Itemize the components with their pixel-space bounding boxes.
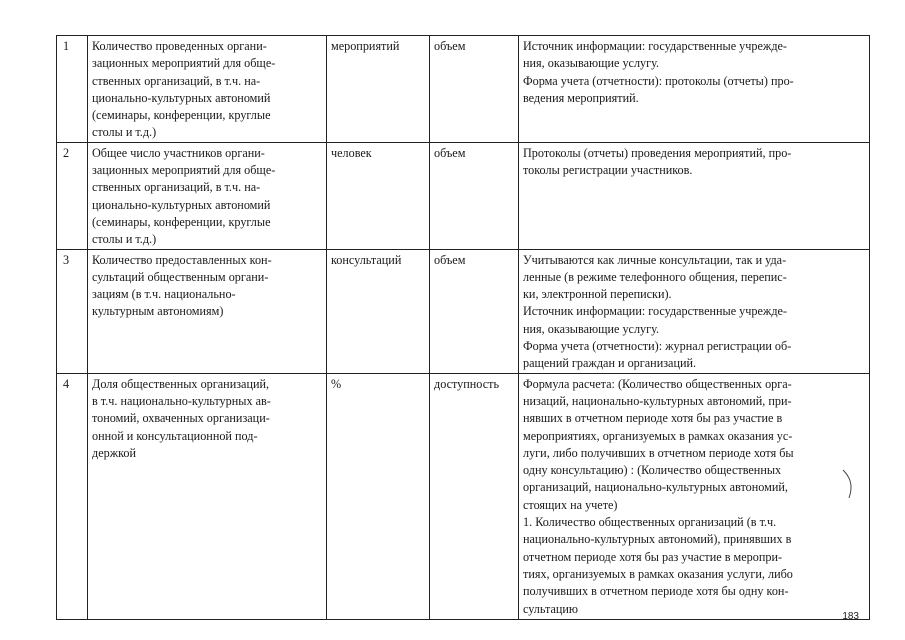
text-line: национально-культурных автономий), принявших в [523,532,792,547]
text-line: ционально-культурных автономий [92,90,271,105]
text-line: ционально-культурных автономий [92,197,271,212]
indicator-name-cell [88,36,327,143]
indicators-table [56,35,870,620]
text-line: Общее число участников органи- [92,145,265,160]
text-line: Форма учета (отчетности): журнал регистрации об- [523,339,792,354]
page-number: 183 [842,611,859,622]
text-line: одну консультацию) : (Количество общественных [523,463,782,478]
unit-cell: мероприятий [327,36,430,143]
text-line: ведения мероприятий. [523,90,639,105]
text-line: токолы регистрации участников. [523,163,693,178]
text-line: сультацию [523,601,579,616]
text-line: (семинары, конференции, круглые [92,108,271,123]
text-line: Количество проведенных органи- [92,39,267,53]
text-line: столы и т.д.) [92,125,157,140]
indicator-type-cell: доступность [430,373,519,619]
text-line: Источник информации: государственные учрежде- [523,39,787,53]
text-line: тономий, охваченных организаци- [92,411,270,426]
text-line: луги, либо получивших в отчетном периоде хотя бы [523,445,794,460]
text-line: ки, электронной переписки). [523,287,672,302]
table-row [57,249,870,373]
description-cell [519,249,870,373]
text-line: ственных организаций, в т.ч. на- [92,180,261,195]
text-line: ния, оказывающие услугу. [523,321,660,336]
text-line: зациям (в т.ч. национально- [92,287,236,302]
row-number-cell: 1 [57,36,88,143]
text-line: Доля общественных организаций, [92,376,270,391]
table-row [57,142,870,249]
description-cell [519,373,870,619]
text-line: 1. Количество общественных организаций (в т.ч. [523,515,777,530]
text-line: ния, оказывающие услугу. [523,56,660,71]
text-line: Протоколы (отчеты) проведения мероприятий, про- [523,145,792,160]
indicator-name-cell [88,142,327,249]
text-line: столы и т.д.) [92,232,157,247]
text-line: Количество предоставленных кон- [92,252,272,267]
text-line: низаций, национально-культурных автономий, при- [523,393,792,408]
table-row [57,36,870,143]
text-line: ственных организаций, в т.ч. на- [92,73,261,88]
table-body [57,36,870,620]
indicator-name-cell [88,249,327,373]
row-number-cell: 2 [57,142,88,249]
text-line: ращений граждан и организаций. [523,356,697,371]
text-line: зационных мероприятий для обще- [92,56,276,71]
unit-cell: консультаций [327,249,430,373]
indicator-name-cell [88,373,327,619]
unit-cell: % [327,373,430,619]
description-cell [519,142,870,249]
pen-mark-icon [840,468,858,504]
text-line: держкой [92,445,137,460]
text-line: в т.ч. национально-культурных ав- [92,393,271,408]
text-line: (семинары, конференции, круглые [92,214,271,229]
text-line: мероприятиях, организуемых в рамках оказания ус- [523,428,793,443]
row-number-cell: 4 [57,373,88,619]
text-line: нявших в отчетном периоде хотя бы раз участие в [523,411,783,426]
indicator-type-cell: объем [430,142,519,249]
text-line: тиях, организуемых в рамках оказания услуги, либо [523,566,793,581]
text-line: организаций, национально-культурных автономий, [523,480,788,495]
text-line: онной и консультационной под- [92,428,258,443]
description-cell [519,36,870,143]
text-line: Учитываются как личные консультации, так и уда- [523,252,787,267]
text-line: отчетном периоде хотя бы раз участие в меропри- [523,549,783,564]
unit-cell: человек [327,142,430,249]
text-line: ленные (в режиме телефонного общения, перепис- [523,269,787,284]
text-line: Формула расчета: (Количество общественных орга- [523,376,792,391]
table-row [57,373,870,619]
text-line: сультаций общественным органи- [92,269,269,284]
indicator-type-cell: объем [430,36,519,143]
text-line: стоящих на учете) [523,497,618,512]
row-number-cell: 3 [57,249,88,373]
text-line: культурным автономиям) [92,304,224,319]
text-line: Источник информации: государственные учрежде- [523,304,787,319]
indicator-type-cell: объем [430,249,519,373]
text-line: Форма учета (отчетности): протоколы (отчеты) про- [523,73,794,88]
text-line: получивших в отчетном периоде хотя бы одну кон- [523,584,789,599]
text-line: зационных мероприятий для обще- [92,163,276,178]
